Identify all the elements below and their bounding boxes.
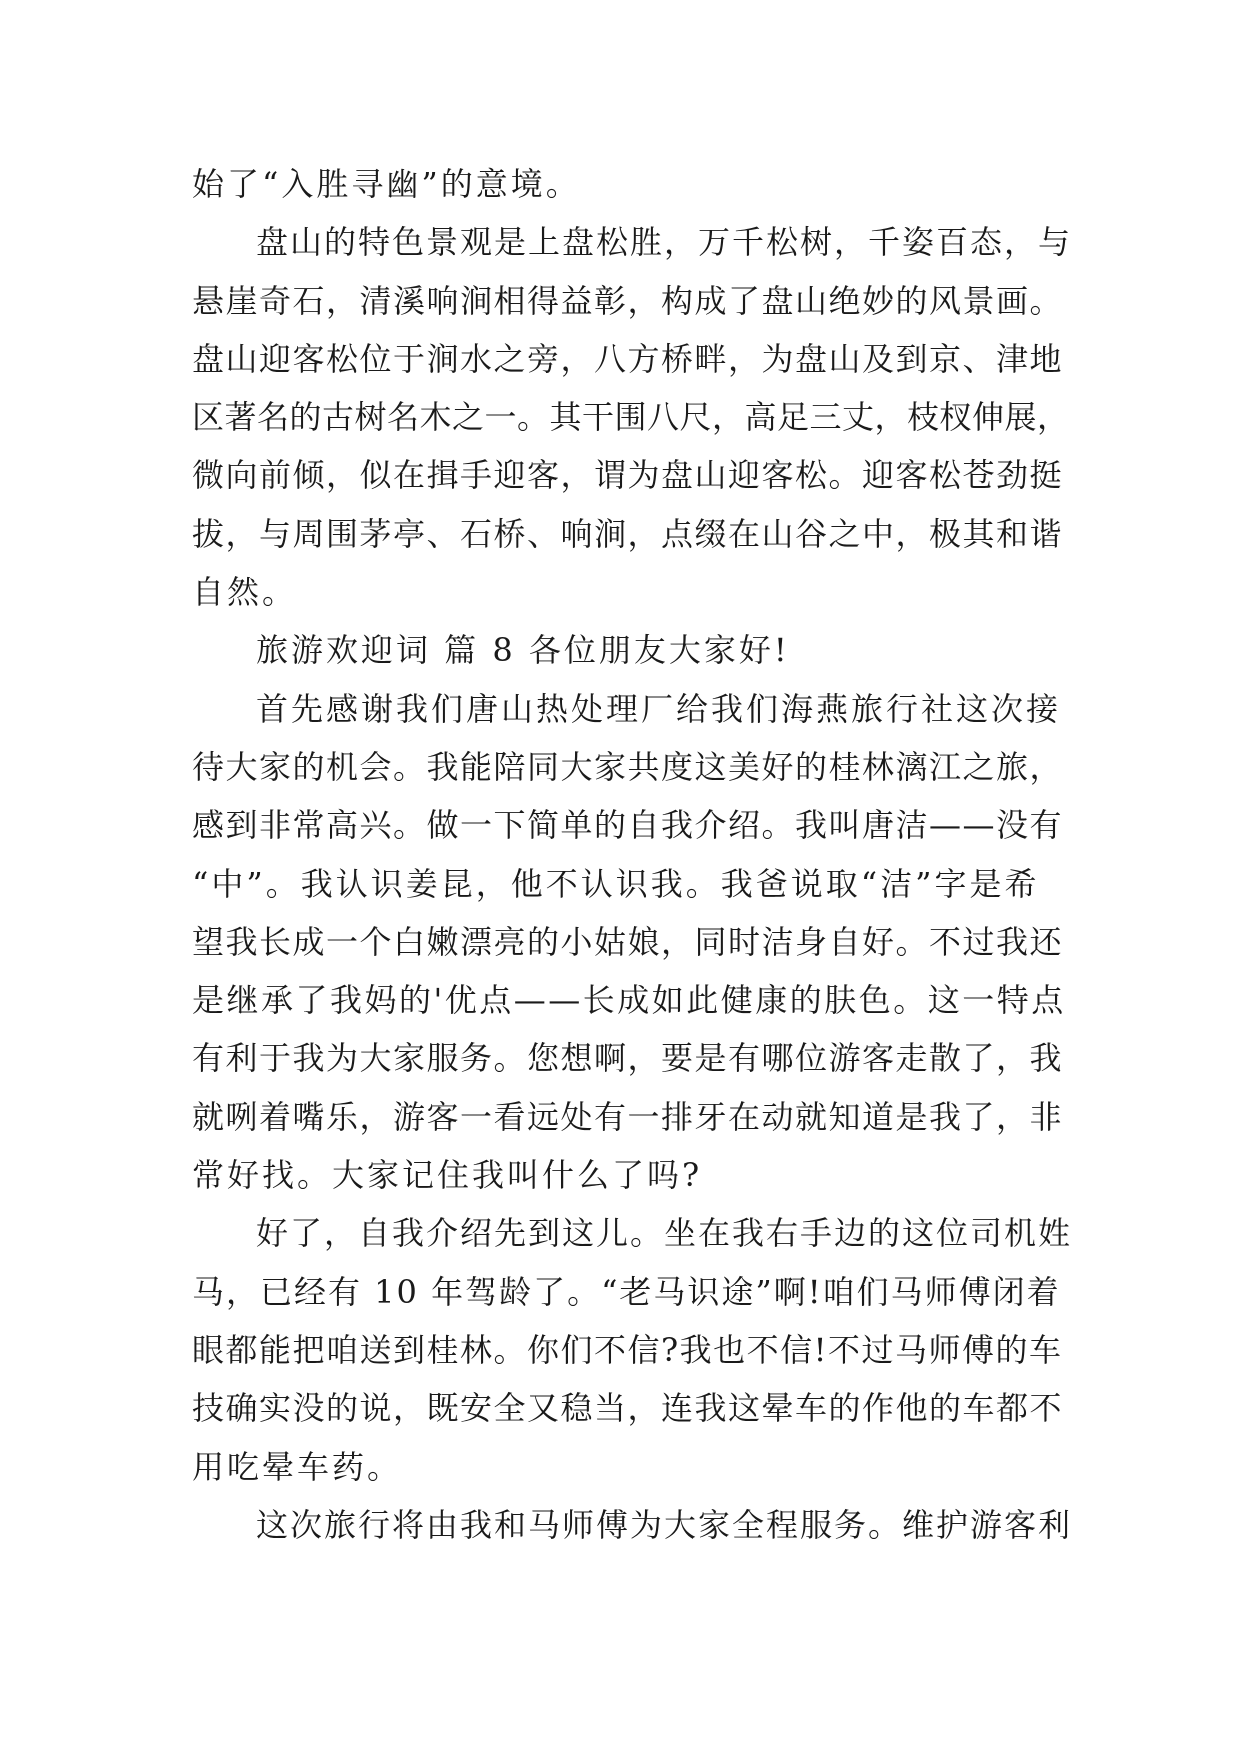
text-line: “中”。我认识姜昆，他不认识我。我爸说取“洁”字是希 <box>192 864 1040 903</box>
text-line: 马，已经有 10 年驾龄了。“老马识途”啊!咱们马师傅闭着 <box>192 1272 1061 1311</box>
text-line: 常好找。大家记住我叫什么了吗? <box>192 1156 703 1195</box>
text-line: 这次旅行将由我和马师傅为大家全程服务。维护游客利 <box>256 1505 1073 1544</box>
text-line: 好了，自我介绍先到这儿。坐在我右手边的这位司机姓 <box>256 1214 1073 1253</box>
text-line: 待大家的机会。我能陪同大家共度这美好的桂林漓江之旅， <box>192 747 1064 786</box>
text-line: 有利于我为大家服务。您想啊，要是有哪位游客走散了，我 <box>192 1039 1064 1078</box>
text-line: 自然。 <box>192 573 298 612</box>
text-line: 微向前倾，似在揖手迎客，谓为盘山迎客松。迎客松苍劲挺 <box>192 456 1064 495</box>
text-line: 盘山的特色景观是上盘松胜，万千松树，千姿百态，与 <box>256 223 1073 262</box>
text-line: 望我长成一个白嫩漂亮的小姑娘，同时洁身自好。不过我还 <box>192 922 1064 961</box>
text-line: 技确实没的说，既安全又稳当，连我这晕车的作他的车都不 <box>192 1389 1064 1428</box>
text-line: 区著名的古树名木之一。其干围八尺，高足三丈，枝杈伸展， <box>192 398 1070 437</box>
text-line: 首先感谢我们唐山热处理厂给我们海燕旅行社这次接 <box>256 689 1062 728</box>
text-line: 始了“入胜寻幽”的意境。 <box>192 165 581 203</box>
section-heading: 旅游欢迎词 篇 8 各位朋友大家好! <box>256 631 790 670</box>
text-line: 用吃晕车药。 <box>192 1447 403 1486</box>
text-line: 拔，与周围茅亭、石桥、响涧，点缀在山谷之中，极其和谐 <box>192 514 1064 553</box>
text-line: 感到非常高兴。做一下简单的自我介绍。我叫唐洁——没有 <box>192 806 1064 845</box>
text-line: 是继承了我妈的'优点——长成如此健康的肤色。这一特点 <box>192 981 1066 1020</box>
document-body <box>192 155 1072 1554</box>
text-line: 盘山迎客松位于涧水之旁，八方桥畔，为盘山及到京、津地 <box>192 339 1064 378</box>
text-line: 就咧着嘴乐，游客一看远处有一排牙在动就知道是我了，非 <box>192 1097 1064 1136</box>
text-line: 眼都能把咱送到桂林。你们不信?我也不信!不过马师傅的车 <box>192 1330 1063 1369</box>
text-line: 悬崖奇石，清溪响涧相得益彰，构成了盘山绝妙的风景画。 <box>192 281 1064 320</box>
